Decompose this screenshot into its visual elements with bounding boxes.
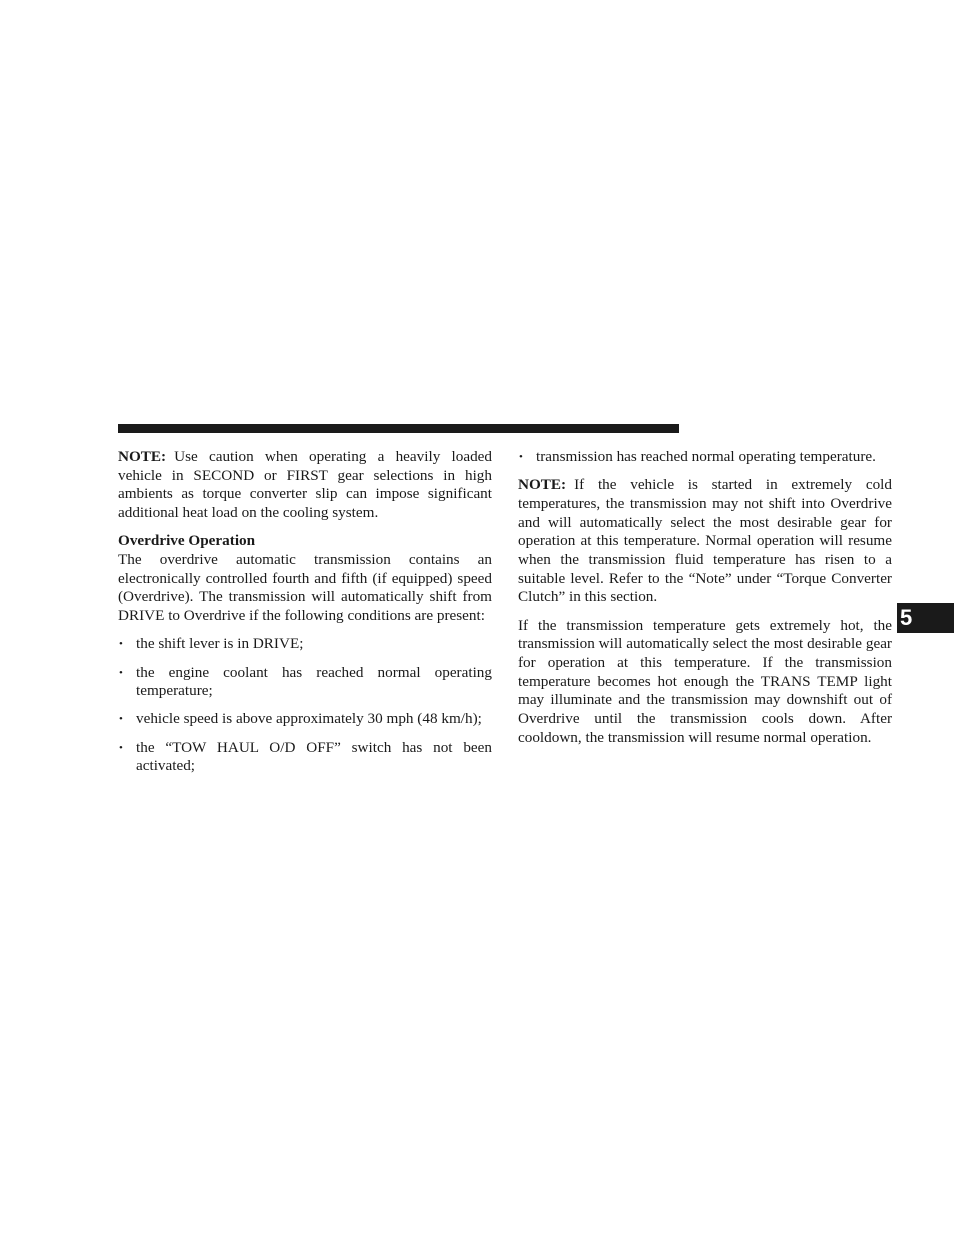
left-column [118,448,492,786]
chapter-tab: 5 [897,603,954,633]
right-column [518,448,892,757]
note-text: Use caution when operating a heavily loaded vehicle in SECOND or FIRST gear selections in high ambients as torque converter slip can impose significant additional heat load on the cooling system. [118,448,492,522]
note-caution [118,448,492,523]
bullet-icon: • [119,741,123,754]
list-item: • the engine coolant has reached normal operating temperature; [119,663,492,700]
bullet-icon: • [519,451,523,463]
note-cold-start [518,476,892,607]
section-heading-overdrive: Overdrive Operation [118,532,256,550]
list-item: • the “TOW HAUL O/D OFF” switch has not been activated; [119,738,492,775]
note-label: NOTE: [118,448,167,465]
list-item: • transmission has reached normal operating temperature. [519,448,876,465]
trans-temp-paragraph: If the transmission temperature gets extremely hot, the transmission will automatically select the most desirable gear for operation at this temperature. If the transmission temperature becomes hot enough the TRANS TEMP light may illuminate and the transmission may downshift out of Overdrive until the transmission cools down. After cooldown, the transmission will resume normal operation. [518,616,892,746]
list-item: • the shift lever is in DRIVE; [119,635,304,653]
list-item: • vehicle speed is above approximately 30 mph (48 km/h); [119,710,482,728]
bullet-icon: • [119,713,123,726]
overdrive-intro: The overdrive automatic transmission contains an electronically controlled fourth and fifth (if equipped) speed (Overdrive). The transmission will automatically shift from DRIVE to Overdrive if the following conditions are present: [118,551,492,625]
note-label: NOTE: [518,476,567,494]
overdrive-conditions-list-continued [518,448,892,467]
bullet-icon: • [119,666,123,679]
overdrive-conditions-list [118,635,492,776]
note-text: If the vehicle is started in extremely cold temperatures, the transmission may not shift into Overdrive and will automatically select the most desirable gear for operation at this temperature. Normal operation will resume when the transmission fluid temperature has risen to a suitable level. Refer to the “Note” under “Torque Converter Clutch” in this section. [518,476,892,606]
bullet-icon: • [119,638,123,651]
section-divider-rule [118,424,679,433]
